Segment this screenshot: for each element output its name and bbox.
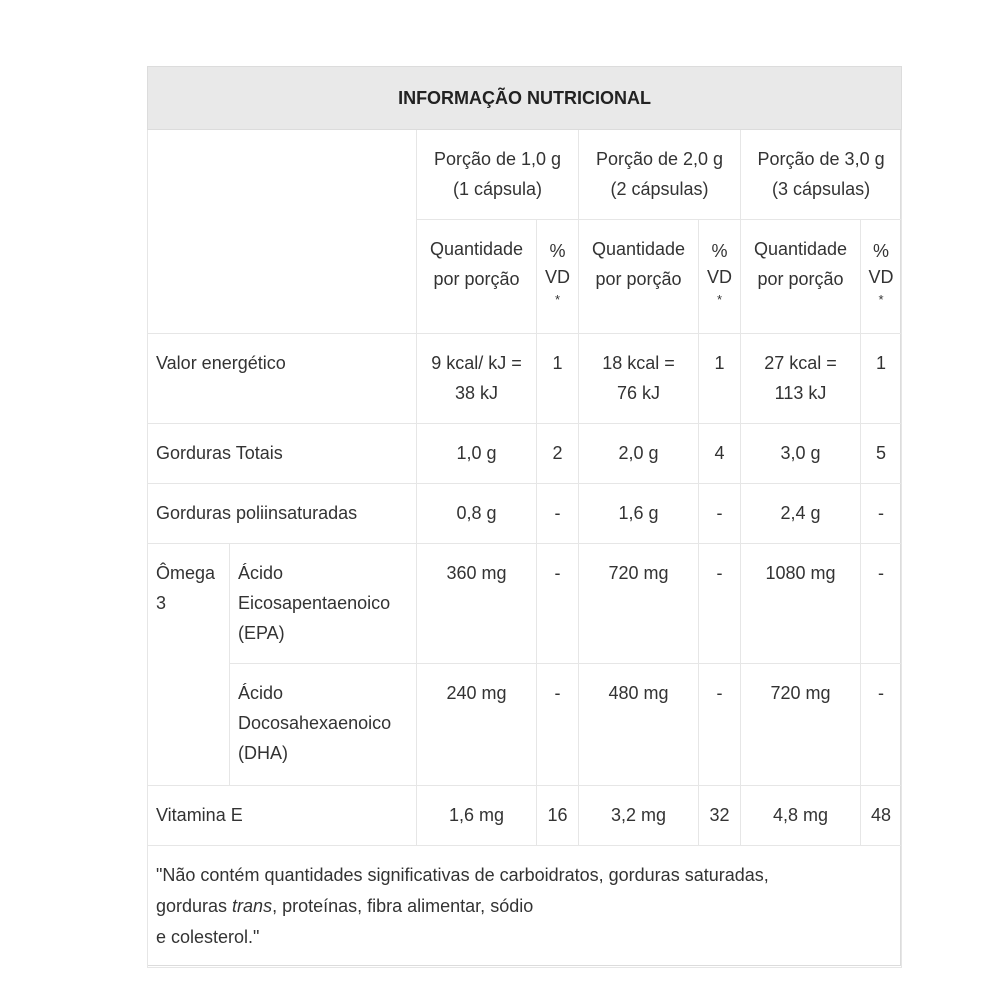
vd-cell: - bbox=[537, 664, 579, 786]
value-cell: 1,6 g bbox=[579, 484, 699, 544]
value-cell: 1080 mg bbox=[741, 544, 861, 664]
vd-header bbox=[699, 220, 741, 334]
energy-row bbox=[148, 334, 902, 424]
title-row bbox=[148, 67, 902, 130]
footnote-line: "Não contém quantidades significativas de carboidratos, gorduras saturadas, bbox=[156, 865, 769, 885]
omega-label bbox=[148, 544, 230, 786]
vd-cell: - bbox=[699, 544, 741, 664]
qty-header bbox=[579, 220, 699, 334]
value-cell: 480 mg bbox=[579, 664, 699, 786]
vd-header-line: % bbox=[711, 241, 728, 261]
footnote bbox=[148, 846, 902, 968]
vd-cell: - bbox=[861, 544, 902, 664]
value-cell bbox=[579, 334, 699, 424]
qty-header-line: por porção bbox=[757, 269, 844, 289]
portion-header-1 bbox=[417, 130, 579, 220]
row-label: Gorduras Totais bbox=[148, 424, 417, 484]
portion-sub: (3 cápsulas) bbox=[772, 179, 871, 199]
portion-label: Porção de 2,0 g bbox=[595, 149, 724, 169]
value-cell bbox=[417, 334, 537, 424]
qty-header-line: por porção bbox=[433, 269, 520, 289]
value-cell: 720 mg bbox=[579, 544, 699, 664]
label-line: (EPA) bbox=[238, 623, 285, 643]
value-cell: 360 mg bbox=[417, 544, 537, 664]
vd-asterisk: * bbox=[716, 292, 723, 307]
value-line: 18 kcal = bbox=[602, 353, 675, 373]
row-label: Gorduras poliinsaturadas bbox=[148, 484, 417, 544]
vd-header-line: VD bbox=[868, 267, 894, 287]
row-label bbox=[230, 664, 417, 786]
footnote-row bbox=[148, 846, 902, 968]
portion-header-2 bbox=[579, 130, 741, 220]
value-cell bbox=[741, 334, 861, 424]
value-line: 76 kJ bbox=[616, 383, 661, 403]
qty-header-line: Quantidade bbox=[591, 239, 686, 259]
vd-header bbox=[861, 220, 902, 334]
qty-header bbox=[417, 220, 537, 334]
row-label: Valor energético bbox=[148, 334, 417, 424]
vitamin-e-row bbox=[148, 786, 902, 846]
value-cell: 1,0 g bbox=[417, 424, 537, 484]
vd-asterisk: * bbox=[554, 292, 561, 307]
row-label bbox=[230, 544, 417, 664]
portion-sub: (2 cápsulas) bbox=[610, 179, 709, 199]
omega-line: Ômega bbox=[156, 563, 216, 583]
value-line: 9 kcal/ kJ = bbox=[431, 353, 522, 373]
vd-cell: 32 bbox=[699, 786, 741, 846]
epa-row bbox=[148, 544, 902, 664]
dha-row bbox=[148, 664, 902, 786]
vd-cell: 4 bbox=[699, 424, 741, 484]
vd-cell: 1 bbox=[537, 334, 579, 424]
portion-sub: (1 cápsula) bbox=[452, 179, 543, 199]
footnote-italic: trans bbox=[232, 896, 273, 916]
vd-header-line: % bbox=[549, 241, 566, 261]
vd-cell: 48 bbox=[861, 786, 902, 846]
value-cell: 720 mg bbox=[741, 664, 861, 786]
label-line: Eicosapentaenoico bbox=[238, 593, 391, 613]
portion-header-row bbox=[148, 130, 902, 220]
value-line: 27 kcal = bbox=[764, 353, 837, 373]
value-cell: 4,8 mg bbox=[741, 786, 861, 846]
portion-header-3 bbox=[741, 130, 902, 220]
vd-header-line: % bbox=[873, 241, 890, 261]
value-cell: 3,2 mg bbox=[579, 786, 699, 846]
vd-cell: - bbox=[699, 484, 741, 544]
vd-cell: - bbox=[861, 664, 902, 786]
footnote-line: e colesterol." bbox=[156, 927, 260, 947]
value-cell: 3,0 g bbox=[741, 424, 861, 484]
value-cell: 2,0 g bbox=[579, 424, 699, 484]
vd-cell: 1 bbox=[699, 334, 741, 424]
vd-header-line: VD bbox=[544, 267, 570, 287]
omega-line: 3 bbox=[156, 593, 167, 613]
value-cell: 1,6 mg bbox=[417, 786, 537, 846]
qty-header-line: Quantidade bbox=[429, 239, 524, 259]
vd-cell: 5 bbox=[861, 424, 902, 484]
vd-asterisk: * bbox=[878, 292, 884, 307]
vd-cell: - bbox=[537, 484, 579, 544]
qty-header bbox=[741, 220, 861, 334]
vd-cell: - bbox=[699, 664, 741, 786]
vd-cell: - bbox=[861, 484, 902, 544]
fat-poly-row bbox=[148, 484, 902, 544]
vd-cell: 1 bbox=[861, 334, 902, 424]
value-cell: 2,4 g bbox=[741, 484, 861, 544]
portion-label: Porção de 1,0 g bbox=[433, 149, 562, 169]
vd-header bbox=[537, 220, 579, 334]
label-line: Docosahexaenoico bbox=[238, 713, 392, 733]
value-cell: 0,8 g bbox=[417, 484, 537, 544]
qty-header-line: por porção bbox=[595, 269, 682, 289]
footnote-text: gorduras bbox=[156, 896, 233, 916]
vd-cell: - bbox=[537, 544, 579, 664]
label-line: Ácido bbox=[238, 563, 284, 583]
vd-cell: 16 bbox=[537, 786, 579, 846]
footnote-text: , proteínas, fibra alimentar, sódio bbox=[272, 896, 534, 916]
label-line: (DHA) bbox=[238, 743, 288, 763]
value-cell: 240 mg bbox=[417, 664, 537, 786]
vd-header-line: VD bbox=[706, 267, 732, 287]
qty-header-line: Quantidade bbox=[753, 239, 848, 259]
portion-label: Porção de 3,0 g bbox=[757, 149, 885, 169]
table-title: INFORMAÇÃO NUTRICIONAL bbox=[148, 67, 902, 130]
row-label: Vitamina E bbox=[148, 786, 417, 846]
value-line: 113 kJ bbox=[774, 383, 827, 403]
empty-header-cell bbox=[148, 130, 417, 334]
vd-cell: 2 bbox=[537, 424, 579, 484]
label-line: Ácido bbox=[238, 683, 284, 703]
fat-total-row bbox=[148, 424, 902, 484]
value-line: 38 kJ bbox=[454, 383, 499, 403]
nutrition-table bbox=[147, 66, 902, 968]
